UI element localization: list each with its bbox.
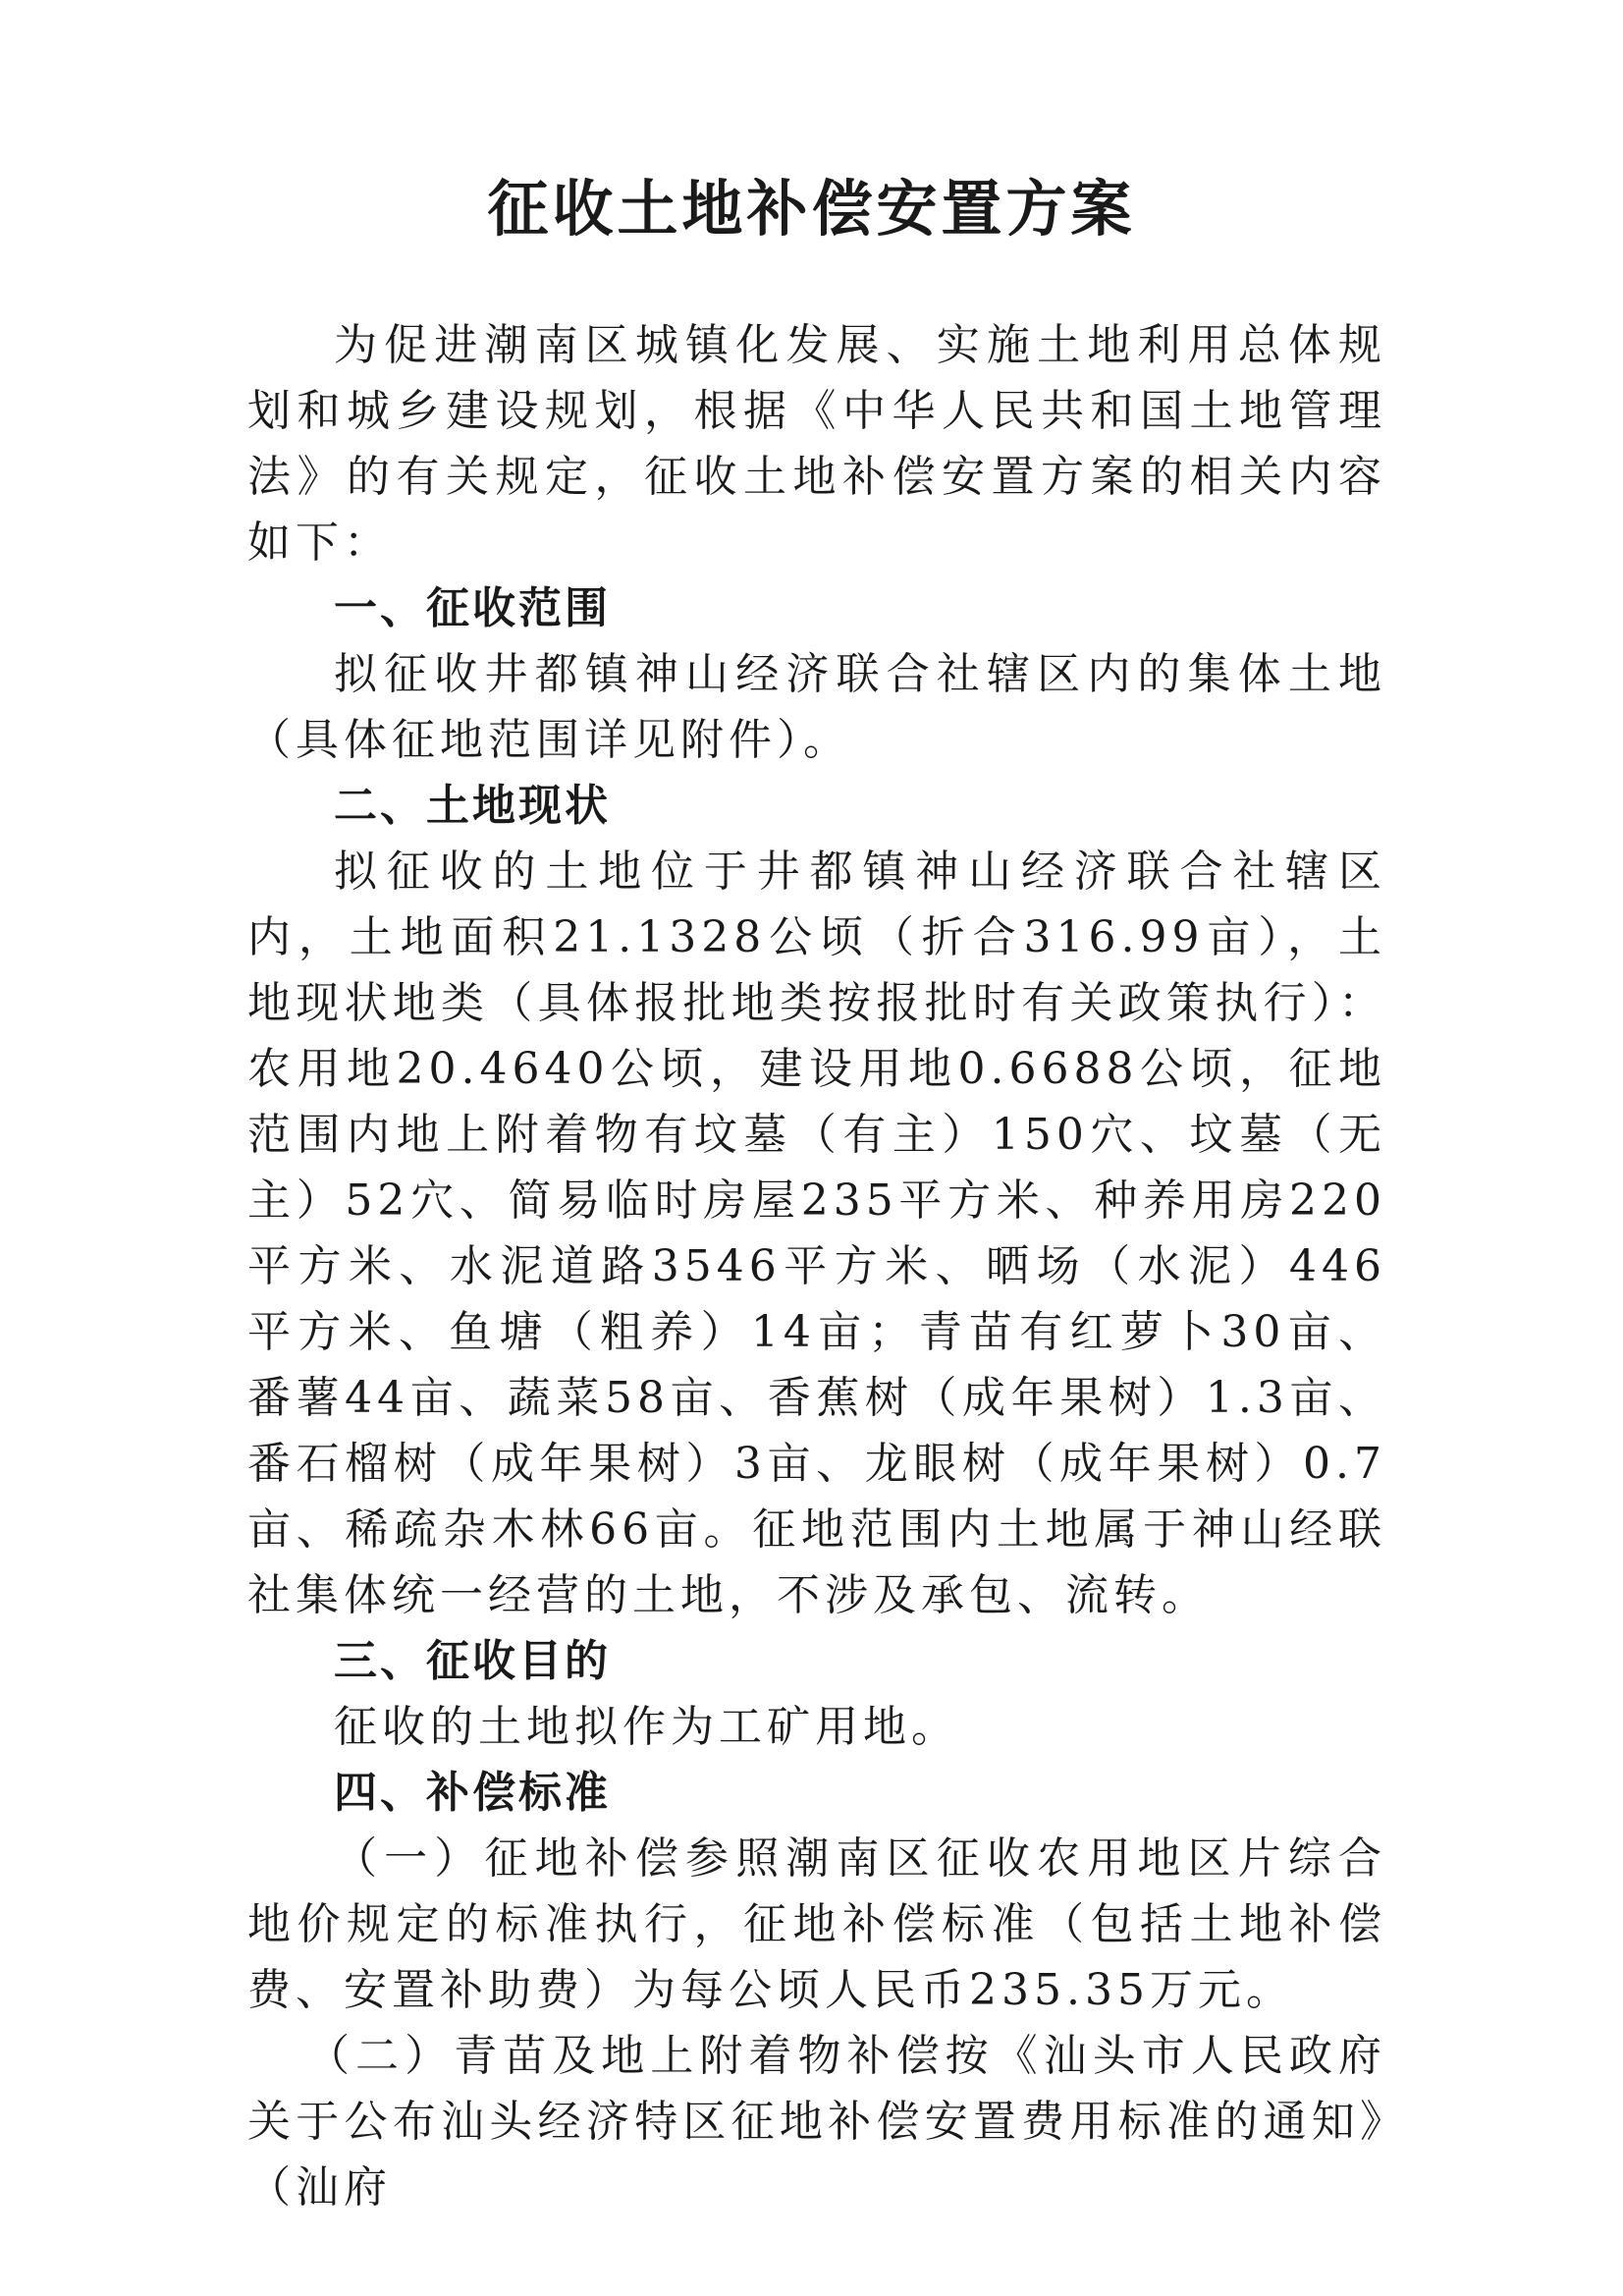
section-text-scope: 拟征收井都镇神山经济联合社辖区内的集体土地（具体征地范围详见附件）。 bbox=[247, 649, 1386, 765]
section-heading-standard: 四、补偿标准 bbox=[334, 1768, 611, 1818]
section-text-purpose: 征收的土地拟作为工矿用地。 bbox=[334, 1702, 959, 1752]
section-heading-status: 二、土地现状 bbox=[334, 781, 611, 831]
document-title: 征收土地补偿安置方案 bbox=[487, 173, 1136, 245]
document-body bbox=[247, 312, 1386, 2220]
intro-paragraph: 为促进潮南区城镇化发展、实施土地利用总体规划和城乡建设规划，根据《中华人民共和国土地管理法》的有关规定，征收土地补偿安置方案的相关内容如下： bbox=[247, 320, 1386, 568]
section-heading-scope: 一、征收范围 bbox=[334, 583, 611, 633]
section-text-status: 拟征收的土地位于井都镇神山经济联合社辖区内，土地面积21.1328公顷（折合316.99亩），土地现状地类（具体报批地类按报批时有关政策执行）：农用地20.4640公顷，建设用地0.6688公顷，征地范围内地上附着物有坟墓（有主）150穴、坟墓（无主）52穴、简易临时房屋235平方米、种养用房220平方米、水泥道路3546平方米、晒场（水泥）446平方米、鱼塘（粗养）14亩；青苗有红萝卜30亩、番薯44亩、蔬菜58亩、香蕉树（成年果树）1.3亩、番石榴树（成年果树）3亩、龙眼树（成年果树）0.7亩、稀疏杂木林66亩。征地范围内土地属于神山经联社集体统一经营的土地，不涉及承包、流转。 bbox=[247, 847, 1386, 1620]
section-heading-purpose: 三、征收目的 bbox=[334, 1636, 611, 1686]
section-text-standard-1: （一）征地补偿参照潮南区征收农用地区片综合地价规定的标准执行，征地补偿标准（包括土地补偿费、安置补助费）为每公顷人民币235.35万元。 bbox=[247, 1833, 1386, 2015]
section-text-standard-2: （二）青苗及地上附着物补偿按《汕头市人民政府关于公布汕头经济特区征地补偿安置费用标准的通知》（汕府 bbox=[247, 2031, 1386, 2213]
